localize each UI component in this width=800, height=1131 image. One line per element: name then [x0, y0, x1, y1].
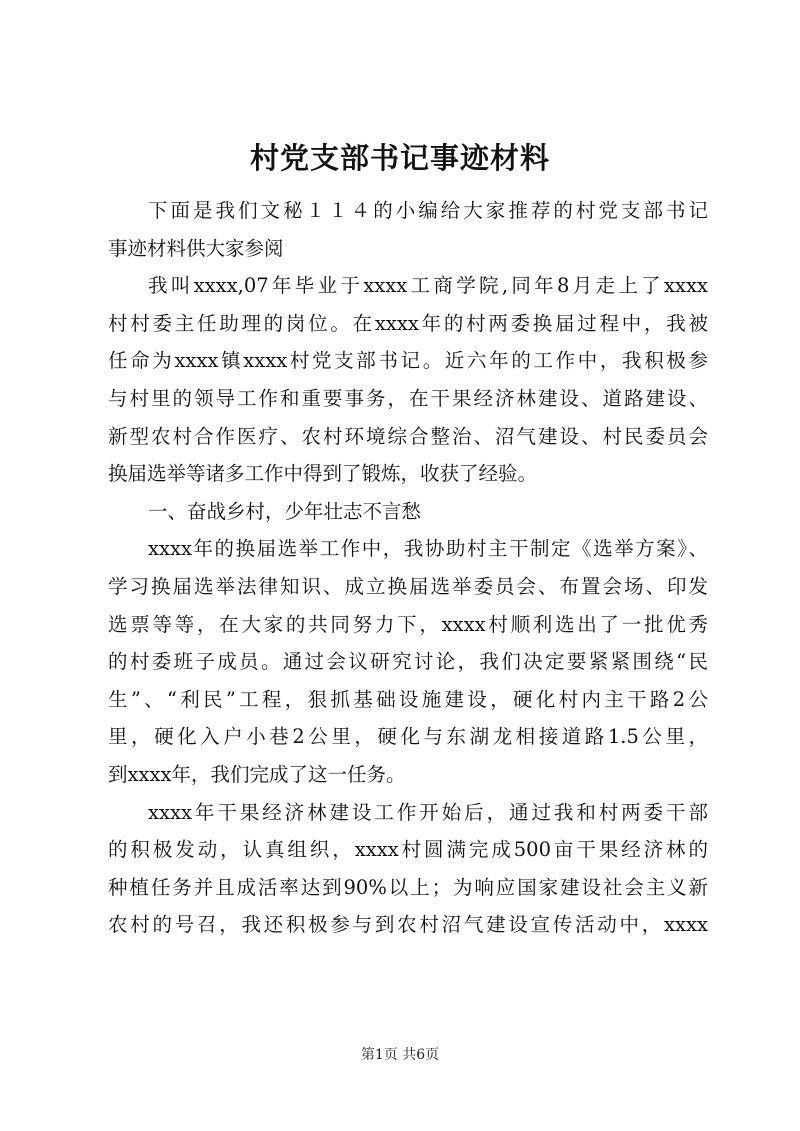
text-line: 选票等等，在大家的共同努力下，xxxx村顺利选出了一批优秀 — [108, 612, 708, 636]
text-line: 换届选举等诸多工作中得到了锻炼，收获了经验。 — [108, 462, 538, 486]
paragraph-self-intro — [108, 267, 708, 493]
paragraph-forestry — [108, 794, 708, 944]
section-heading — [108, 493, 708, 531]
text-line: 里，硬化入户小巷2公里，硬化与东湖龙相接道路1.5公里， — [108, 725, 708, 749]
document-title: 村党支部书记事迹材料 — [249, 141, 550, 175]
text-line: 的积极发动，认真组织，xxxx村圆满完成500亩干果经济林的 — [108, 838, 708, 862]
text-line: 村村委主任助理的岗位。在xxxx年的村两委换届过程中，我被 — [108, 311, 708, 335]
page-footer: 第1页 共6页 — [360, 1047, 440, 1063]
text-line: 到xxxx年，我们完成了这一任务。 — [108, 762, 406, 786]
paragraph-election — [108, 530, 708, 793]
text-line: xxxx年的换届选举工作中，我协助村主干制定《选举方案》、 — [148, 537, 708, 561]
text-line: 种植任务并且成活率达到90%以上；为响应国家建设社会主义新 — [108, 875, 708, 899]
text-line: 一、奋战乡村，少年壮志不言愁 — [148, 499, 422, 523]
text-line: 我叫xxxx,07年毕业于xxxx工商学院,同年8月走上了xxxx — [148, 274, 708, 298]
text-line: 的村委班子成员。通过会议研究讨论，我们决定要紧紧围绕“民 — [108, 650, 708, 674]
text-line: 新型农村合作医疗、农村环境综合整治、沼气建设、村民委员会 — [108, 424, 708, 448]
text-line: xxxx年干果经济林建设工作开始后，通过我和村两委干部 — [148, 800, 708, 824]
text-line: 生”、“利民”工程，狠抓基础设施建设，硬化村内主干路2公 — [108, 687, 708, 711]
text-line: 与村里的领导工作和重要事务，在干果经济林建设、道路建设、 — [108, 386, 708, 410]
text-line: 事迹材料供大家参阅 — [108, 236, 284, 260]
text-line: 学习换届选举法律知识、成立换届选举委员会、布置会场、印发 — [108, 574, 708, 598]
text-line: 任命为xxxx镇xxxx村党支部书记。近六年的工作中，我积极参 — [108, 349, 708, 373]
document-body — [108, 192, 708, 944]
text-line: 下面是我们文秘１１４的小编给大家推荐的村党支部书记 — [148, 199, 708, 222]
text-line: 农村的号召，我还积极参与到农村沼气建设宣传活动中，xxxx — [108, 913, 708, 937]
paragraph-intro — [108, 192, 708, 267]
